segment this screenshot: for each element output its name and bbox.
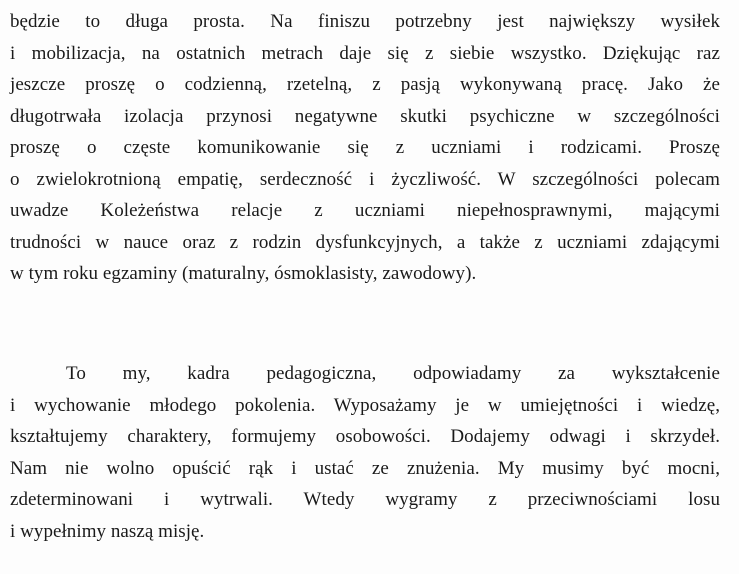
text-line: i wychowanie młodego pokolenia. Wyposażamy je w umiejętności i wiedzę, [10, 394, 720, 416]
text-line: Nam nie wolno opuścić rąk i ustać ze znużenia. My musimy być mocni, [10, 457, 720, 479]
paragraph-1 [10, 6, 720, 290]
text-line: kształtujemy charaktery, formujemy osobowości. Dodajemy odwagi i skrzydeł. [10, 426, 720, 447]
text-line: i mobilizacja, na ostatnich metrach daje się z siebie wszystko. Dziękując raz [10, 42, 720, 64]
text-line: i wypełnimy naszą misję. [10, 520, 205, 542]
text-line: uwadze Koleżeństwa relacje z uczniami niepełnosprawnymi, mającymi [10, 200, 720, 221]
paragraph-2 [10, 358, 720, 547]
text-line: o zwielokrotnioną empatię, serdeczność i życzliwość. W szczególności polecam [10, 168, 720, 190]
text-line: proszę o częste komunikowanie się z uczniami i rodzicami. Proszę [10, 137, 720, 158]
text-line: trudności w nauce oraz z rodzin dysfunkcyjnych, a także z uczniami zdającymi [10, 231, 720, 253]
text-line: długotrwała izolacja przynosi negatywne skutki psychiczne w szczególności [10, 105, 720, 127]
text-line: To my, kadra pedagogiczna, odpowiadamy za wykształcenie [66, 363, 720, 384]
text-line: jeszcze proszę o codzienną, rzetelną, z pasją wykonywaną pracę. Jako że [10, 74, 720, 95]
text-line: zdeterminowani i wytrwali. Wtedy wygramy z przeciwnościami losu [10, 489, 720, 510]
text-line: w tym roku egzaminy (maturalny, ósmoklasisty, zawodowy). [10, 263, 477, 284]
text-line: będzie to długa prosta. Na finiszu potrzebny jest największy wysiłek [10, 11, 720, 32]
